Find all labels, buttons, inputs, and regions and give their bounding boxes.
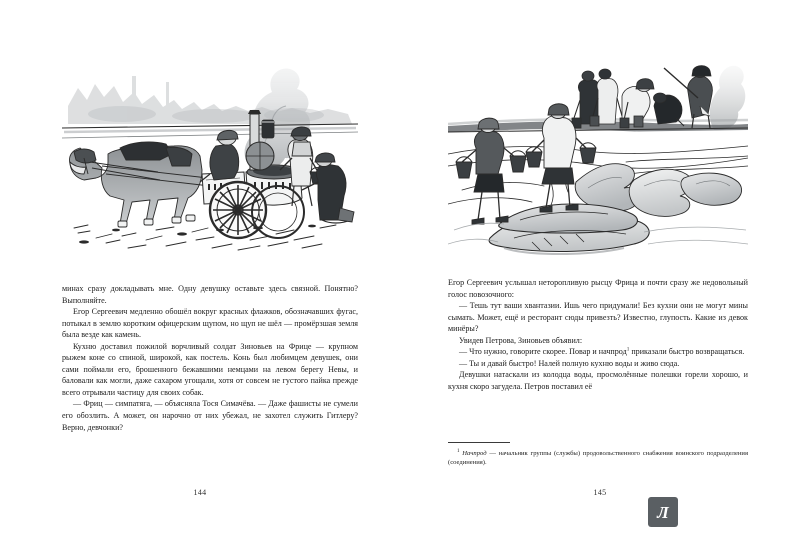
footnote-text	[448, 447, 748, 468]
right-page	[400, 0, 800, 541]
footnote-divider	[448, 442, 510, 443]
right-page-paragraph: — Что нужно, говорите скорее. Повар и начпрод$^1$ приказали быстро возвращаться.	[459, 346, 745, 357]
watermark-glyph: Л	[657, 502, 669, 522]
footnote-term: Начпрод	[462, 450, 487, 458]
left-page-paragraph: Егор Сергеевич медленно обошёл вокруг красных флажков, обозначавших фугас, потыкал в землю коротким офицерским щупом, но щуп не шёл — промёрзшая земля была везде как камень.	[62, 307, 358, 340]
illustration-horse-drawn-field-kitchen	[62, 62, 358, 258]
footnote-definition: — начальник группы (службы) продовольственного снабжения воинского подразделения (соединения).	[448, 450, 748, 467]
folio-left: 144	[193, 488, 207, 497]
right-page-paragraph: Егор Сергеевич услышал неторопливую рысцу Фрица и почти сразу же недовольный голос повозочного:	[448, 278, 748, 299]
right-page-paragraph: — Тешь тут ваши хвантазии. Ишь чего придумали! Без кухни они не могут мины сымать. Может, ещё и ресторант сюды привезть? Известно, глупость. Какие из девок минёры?	[448, 301, 748, 334]
horizon-line	[62, 124, 358, 138]
footnote-reference: 1	[626, 346, 630, 353]
publisher-watermark	[648, 497, 678, 527]
left-page-paragraph: минах сразу докладывать мне. Одну девушку оставьте здесь связной. Понятно? Выполняйте.	[62, 284, 358, 305]
right-page-body-text	[448, 277, 748, 392]
footnote-block	[448, 442, 748, 468]
right-page-paragraph: Девушки натаскали из колодца воды, просмолённые полешки горели хорошо, и кухня скоро загудела. Петров поставил её	[448, 370, 748, 391]
right-page-paragraph: — Ты и давай быстро! Налей полную кухню воды и живо сюда.	[459, 358, 680, 368]
figure-crouching-right	[654, 93, 685, 126]
right-page-paragraph: Увидев Петрова, Зиновьев объявил:	[459, 335, 583, 345]
cart-disc	[246, 142, 274, 170]
folio-right: 145	[593, 488, 607, 497]
left-page-paragraph: Кухню доставил пожилой ворчливый солдат Зиновьев на Фрице — крупном рыжем коне со спиной, широкой, как постель. Конь был любимцем девушек, они сами поймали его, брошенного бежавшими немцами на левом берегу Невы, и баловали как могли, даже сахаром угощали, хотя от совсем не густого пайка прежде всего отрывали частицу для своих собак.	[62, 341, 358, 397]
left-page-body-text	[62, 283, 358, 433]
illustration-soldiers-carrying-buckets-on-ice	[448, 62, 748, 258]
left-page-paragraph: — Фриц — симпатяга, — объясняла Тося Симачёва. — Даже фашисты не сумели его обозлить. А может, он нарочно от них убежал, не захотел служить Гитлеру? Верно, девчонки?	[62, 399, 358, 432]
footnote-marker: 1	[457, 449, 460, 454]
